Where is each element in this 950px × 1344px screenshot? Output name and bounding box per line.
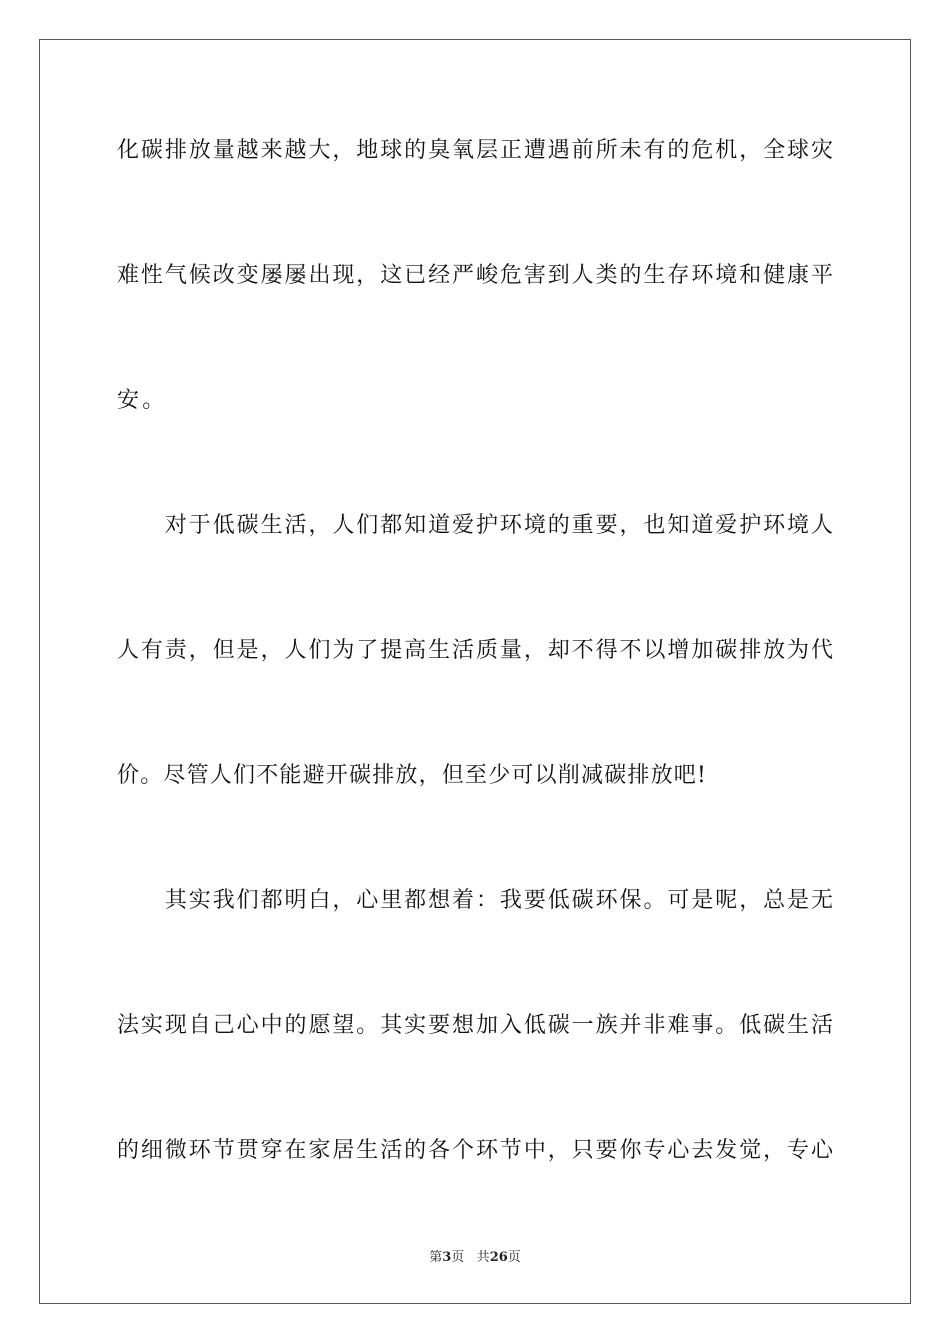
text-line-5: 人有责，但是，人们为了提高生活质量，却不得不以增加碳排放为代 <box>117 638 833 663</box>
text-line-4: 对于低碳生活，人们都知道爱护环境的重要，也知道爱护环境人 <box>117 513 833 538</box>
footer-total-suffix: 页 <box>507 1250 521 1265</box>
total-pages-number: 26 <box>489 1250 508 1265</box>
footer-page-suffix: 页 <box>451 1250 465 1265</box>
page-footer <box>0 1249 950 1267</box>
text-line-8: 法实现自己心中的愿望。其实要想加入低碳一族并非难事。低碳生活 <box>117 1013 833 1038</box>
text-line-3: 安。 <box>117 388 168 413</box>
current-page-number: 3 <box>442 1250 452 1265</box>
text-line-7: 其实我们都明白，心里都想着：我要低碳环保。可是呢，总是无 <box>117 888 833 913</box>
text-line-6: 价。尽管人们不能避开碳排放，但至少可以削减碳排放吧! <box>117 763 708 788</box>
footer-total-prefix: 共 <box>476 1250 490 1265</box>
page-border <box>39 39 911 1304</box>
text-line-2: 难性气候改变屡屡出现，这已经严峻危害到人类的生存环境和健康平 <box>117 263 833 288</box>
text-line-1: 化碳排放量越来越大，地球的臭氧层正遭遇前所未有的危机，全球灾 <box>117 138 833 163</box>
footer-prefix: 第 <box>429 1250 443 1265</box>
text-line-9: 的细微环节贯穿在家居生活的各个环节中，只要你专心去发觉，专心 <box>117 1138 833 1163</box>
